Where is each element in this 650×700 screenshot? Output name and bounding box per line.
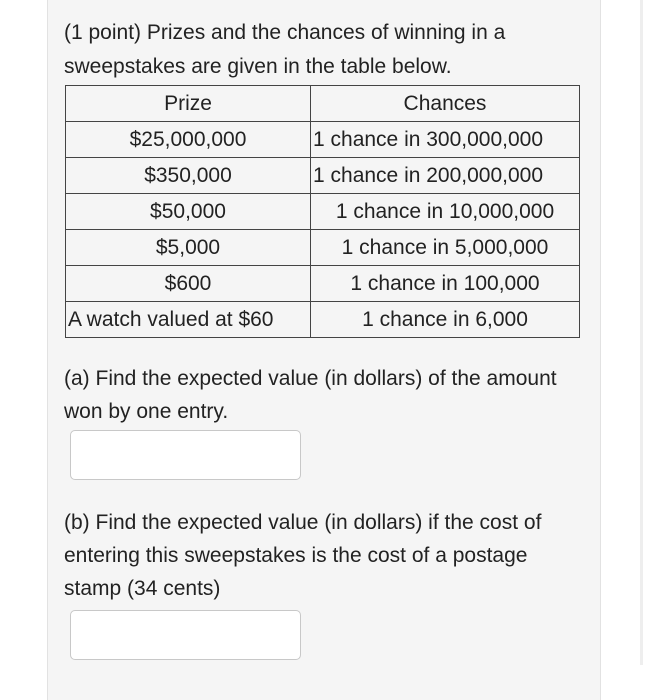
- table-row: [66, 302, 580, 338]
- table-row: [66, 158, 580, 194]
- part-a-question: (a) Find the expected value (in dollars) of the amount won by one entry.: [64, 367, 557, 423]
- prize-column-header: Prize: [66, 86, 311, 122]
- chance-cell: 1 chance in 200,000,000: [311, 158, 580, 194]
- part-b-answer-input[interactable]: [70, 610, 301, 660]
- part-b-question: (b) Find the expected value (in dollars) if the cost of entering this sweepstakes is the cost of a postage stamp (34 cents): [64, 511, 542, 600]
- prize-cell: $50,000: [66, 194, 311, 230]
- scroll-divider: [640, 0, 643, 665]
- chance-cell: 1 chance in 10,000,000: [311, 194, 580, 230]
- part-a-answer-input[interactable]: [70, 430, 301, 480]
- problem-statement: (1 point) Prizes and the chances of winning in a sweepstakes are given in the table below.: [64, 21, 506, 78]
- prize-table: [65, 85, 580, 338]
- chance-cell: 1 chance in 5,000,000: [311, 230, 580, 266]
- table-row: [66, 266, 580, 302]
- table-row: [66, 122, 580, 158]
- prize-cell: $5,000: [66, 230, 311, 266]
- prize-cell: A watch valued at $60: [66, 302, 311, 338]
- table-row: [66, 230, 580, 266]
- table-row: [66, 194, 580, 230]
- chance-cell: 1 chance in 6,000: [311, 302, 580, 338]
- chances-column-header: Chances: [311, 86, 580, 122]
- chance-cell: 1 chance in 300,000,000: [311, 122, 580, 158]
- prize-cell: $600: [66, 266, 311, 302]
- prize-cell: $25,000,000: [66, 122, 311, 158]
- prize-cell: $350,000: [66, 158, 311, 194]
- table-header-row: [66, 86, 580, 122]
- chance-cell: 1 chance in 100,000: [311, 266, 580, 302]
